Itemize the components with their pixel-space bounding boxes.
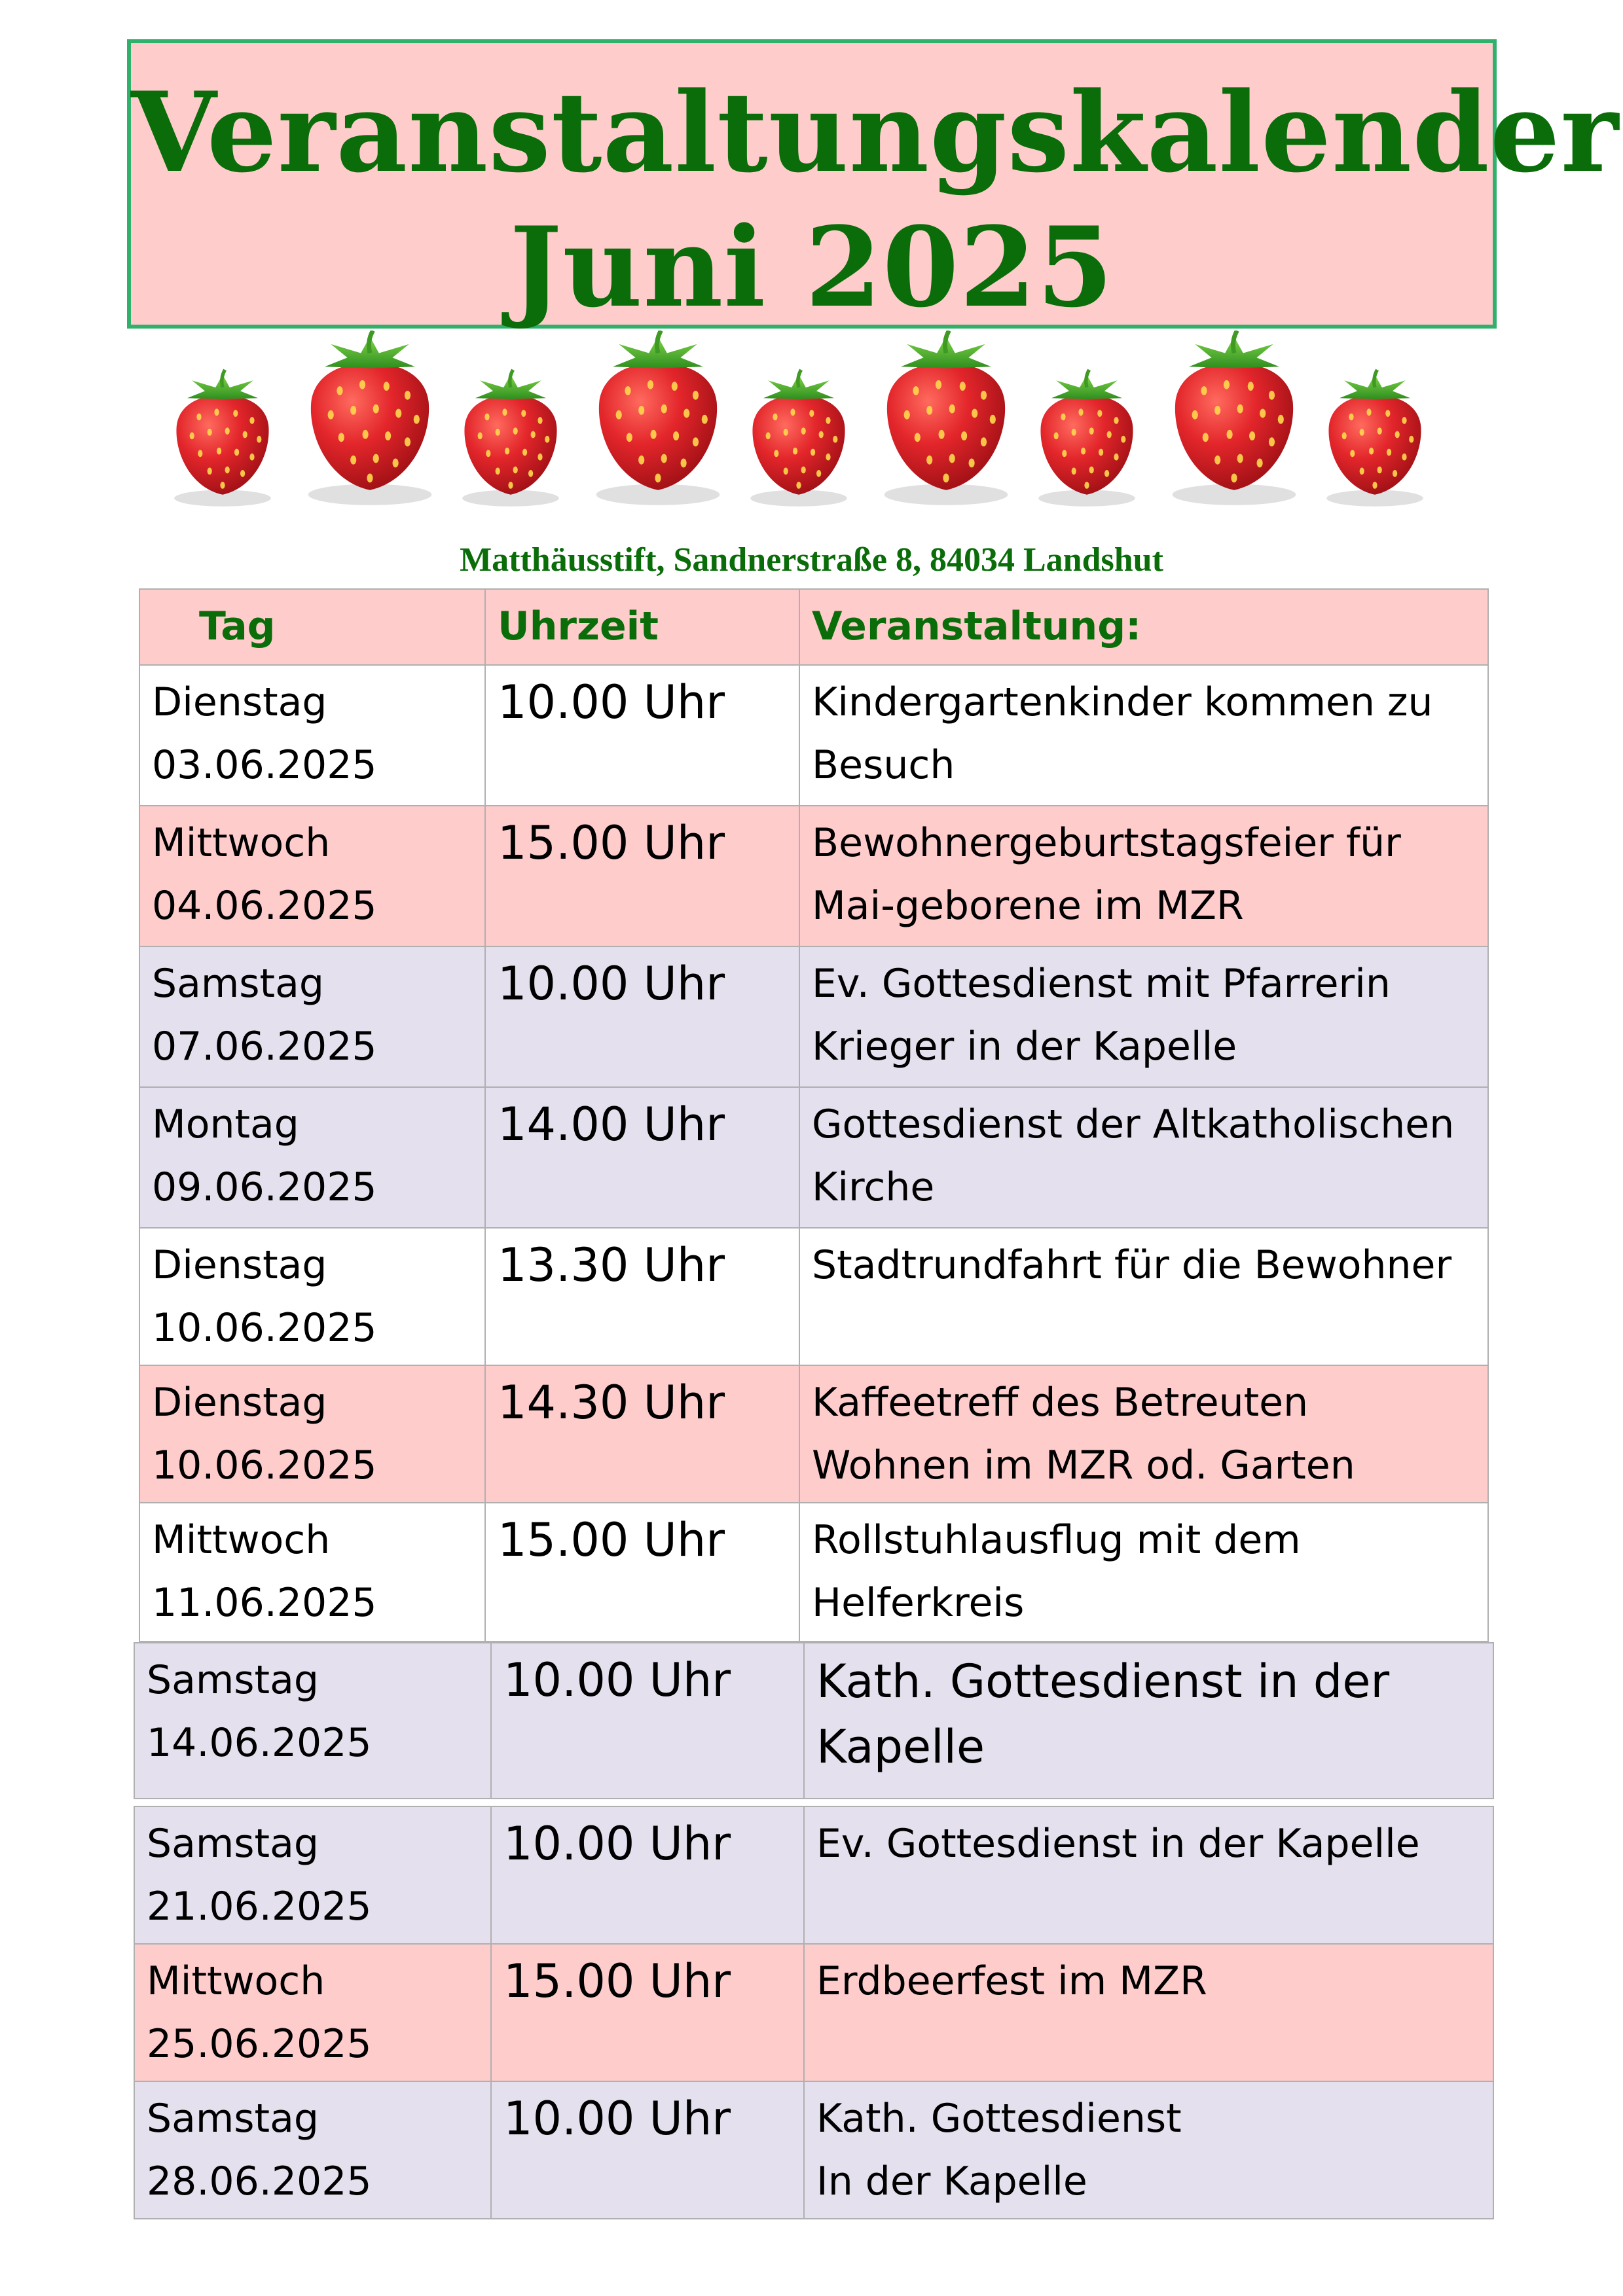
time-cell: 13.30 Uhr: [485, 1228, 799, 1365]
strawberry-icon: [1038, 370, 1135, 507]
table-row: [139, 1503, 1488, 1641]
column-header-day: Tag: [139, 589, 485, 665]
strawberry-icon: [174, 370, 271, 507]
day-cell: Samstag 07.06.2025: [139, 946, 485, 1087]
day-cell: Samstag 14.06.2025: [134, 1643, 491, 1799]
event-table-segment-2: [134, 1642, 1494, 1799]
event-cell: Kindergartenkinder kommen zu Besuch: [799, 665, 1488, 806]
event-cell: Kath. Gottesdienst In der Kapelle: [804, 2081, 1493, 2219]
day-cell: Mittwoch 25.06.2025: [134, 1944, 491, 2081]
strawberry-icon: [1173, 331, 1296, 505]
table-row: [139, 946, 1488, 1087]
table-row: [139, 1365, 1488, 1503]
time-cell: 14.00 Uhr: [485, 1087, 799, 1228]
strawberry-icon: [462, 370, 559, 507]
strawberry-row: [164, 331, 1473, 520]
table-row: [134, 2081, 1493, 2219]
strawberry-icon: [1326, 370, 1423, 507]
time-cell: 10.00 Uhr: [491, 1806, 804, 1944]
table-row: [139, 665, 1488, 806]
strawberry-icon: [884, 331, 1008, 505]
strawberry-icon: [750, 370, 847, 507]
day-cell: Montag 09.06.2025: [139, 1087, 485, 1228]
event-cell: Stadtrundfahrt für die Bewohner: [799, 1228, 1488, 1365]
time-cell: 15.00 Uhr: [485, 1503, 799, 1641]
page-subtitle-month: Juni 2025: [509, 202, 1114, 332]
time-cell: 10.00 Uhr: [491, 1643, 804, 1799]
address: Matthäusstift, Sandnerstraße 8, 84034 Landshut: [460, 541, 1163, 579]
event-cell: Ev. Gottesdienst mit Pfarrerin Krieger in der Kapelle: [799, 946, 1488, 1087]
day-cell: Samstag 21.06.2025: [134, 1806, 491, 1944]
day-cell: Dienstag 03.06.2025: [139, 665, 485, 806]
strawberry-icon: [308, 331, 432, 505]
event-cell: Erdbeerfest im MZR: [804, 1944, 1493, 2081]
table-row: [134, 1643, 1493, 1799]
event-cell: Kath. Gottesdienst in der Kapelle: [804, 1643, 1493, 1799]
time-cell: 15.00 Uhr: [485, 806, 799, 946]
table-header-row: [139, 589, 1488, 665]
time-cell: 14.30 Uhr: [485, 1365, 799, 1503]
event-cell: Bewohnergeburtstagsfeier für Mai-geborene im MZR: [799, 806, 1488, 946]
event-table: [139, 588, 1489, 1642]
column-header-time: Uhrzeit: [485, 589, 799, 665]
event-cell: Gottesdienst der Altkatholischen Kirche: [799, 1087, 1488, 1228]
event-cell: Ev. Gottesdienst in der Kapelle: [804, 1806, 1493, 1944]
table-row: [139, 1087, 1488, 1228]
table-row: [139, 1228, 1488, 1365]
day-cell: Mittwoch 11.06.2025: [139, 1503, 485, 1641]
event-cell: Kaffeetreff des Betreuten Wohnen im MZR od. Garten: [799, 1365, 1488, 1503]
time-cell: 10.00 Uhr: [485, 946, 799, 1087]
time-cell: 15.00 Uhr: [491, 1944, 804, 2081]
day-cell: Dienstag 10.06.2025: [139, 1365, 485, 1503]
table-row: [134, 1944, 1493, 2081]
table-row: [139, 806, 1488, 946]
strawberry-icon: [596, 331, 720, 505]
day-cell: Samstag 28.06.2025: [134, 2081, 491, 2219]
column-header-event: Veranstaltung:: [799, 589, 1488, 665]
event-table-segment-3: [134, 1806, 1494, 2219]
day-cell: Mittwoch 04.06.2025: [139, 806, 485, 946]
table-row: [134, 1806, 1493, 1944]
event-cell: Rollstuhlausflug mit dem Helferkreis: [799, 1503, 1488, 1641]
page-title: Veranstaltungskalender: [131, 67, 1620, 197]
title-banner: [127, 39, 1620, 332]
day-cell: Dienstag 10.06.2025: [139, 1228, 485, 1365]
time-cell: 10.00 Uhr: [491, 2081, 804, 2219]
time-cell: 10.00 Uhr: [485, 665, 799, 806]
